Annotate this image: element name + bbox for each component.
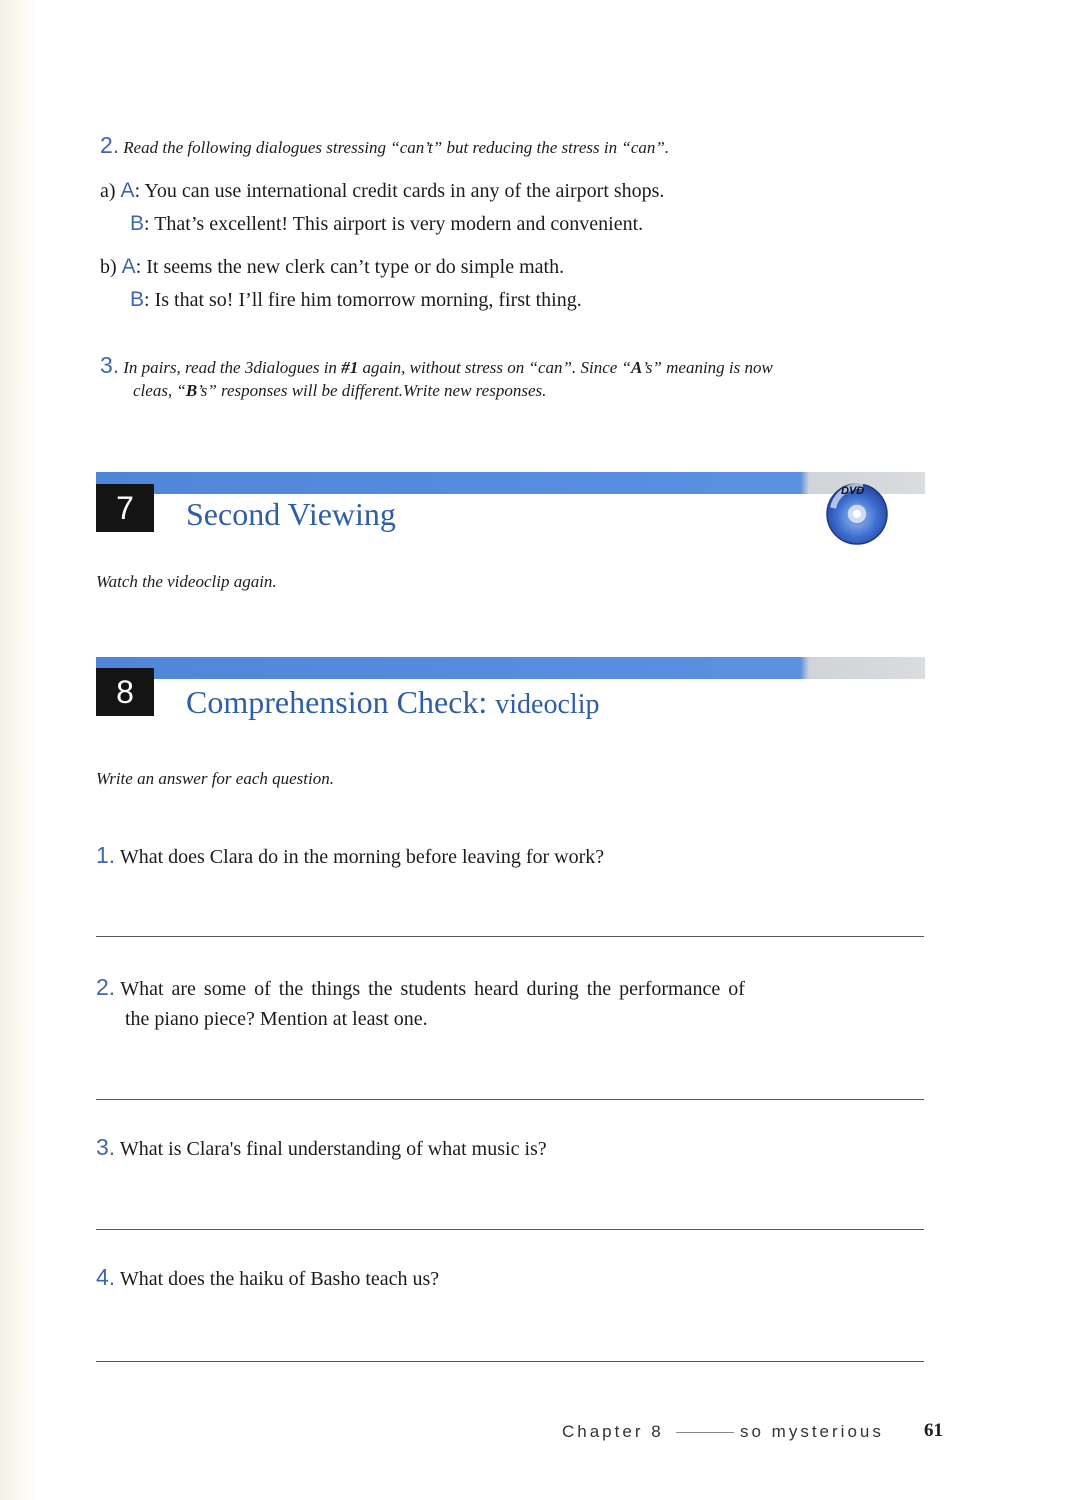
answer-line-2[interactable] [96,1099,924,1100]
section-8-instruction: Write an answer for each question. [96,769,334,788]
section-8-title-sub: videoclip [495,689,600,720]
section-7-number-badge: 7 [96,484,154,532]
answer-line-3[interactable] [96,1229,924,1230]
dvd-label: DVD [841,485,865,497]
dialogue-text: : You can use international credit cards in any of the airport shops. [134,180,665,202]
question-text: the piano piece? Mention at least one. [125,1008,428,1030]
answer-line-1[interactable] [96,936,924,937]
instruction-text: ’s” meaning is now [642,358,773,377]
dialogue-text: : Is that so! I’ll fire him tomorrow morning, first thing. [144,289,582,311]
footer-subtitle: so mysterious [740,1422,884,1441]
dialogue-a-line-a [100,179,664,203]
instruction-bold: B [185,381,198,400]
section-7-title: Second Viewing [186,496,396,532]
instruction-text: In pairs, read the 3dialogues in [123,358,342,377]
question-number: 4 [96,1264,109,1290]
exercise-3-instruction-line-1: 3. In pairs, read the 3dialogues in #1 again, without stress on “can”. Since “A’s” meaning is now [100,352,773,378]
dialogue-b-line-a [100,255,564,279]
page-binding-shadow [0,0,38,1500]
answer-line-4[interactable] [96,1361,924,1362]
section-7-instruction: Watch the videoclip again. [96,572,277,591]
section-8-number-badge: 8 [96,668,154,716]
instruction-text: ’s” responses will be different.Write new responses. [197,381,547,400]
speaker-a: A [121,255,136,278]
question-2: 2. What are some of the things the students heard during the performance of [96,974,745,1000]
dvd-icon [823,478,891,546]
speaker-b: B [130,288,145,311]
question-number: 1 [96,842,109,868]
question-number: 3 [96,1134,109,1160]
question-number: 2 [96,974,109,1000]
dialogue-b-line-b [130,288,582,312]
question-text: What does the haiku of Basho teach us? [119,1268,440,1290]
question-4: 4. What does the haiku of Basho teach us? [96,1264,440,1290]
instruction-text: cleas, “ [133,381,186,400]
instruction-text: Read the following dialogues stressing “can’t” but reducing the stress in “can”. [123,138,670,157]
exercise-number: 3 [100,352,113,378]
question-3: 3. What is Clara's final understanding of what music is? [96,1134,547,1160]
exercise-2-instruction: 2. Read the following dialogues stressing “can’t” but reducing the stress in “can”. [100,132,670,158]
dialogue-text: : It seems the new clerk can’t type or do simple math. [135,256,565,278]
footer-chapter: Chapter 8 [562,1422,664,1441]
speaker-b: B [130,212,145,235]
instruction-text: again, without stress on “can”. Since “ [358,358,631,377]
exercise-number: 2 [100,132,113,158]
section-8-title [186,684,599,721]
dialogue-label: b) [100,256,117,278]
page-number: 61 [924,1420,943,1441]
dialogue-text: : That’s excellent! This airport is very modern and convenient. [144,213,644,235]
dialogue-a-line-b [130,212,643,236]
question-text: What does Clara do in the morning before leaving for work? [119,846,605,868]
instruction-bold: A [631,358,643,377]
section-8-title-main: Comprehension Check: [186,684,488,720]
footer-dash [676,1432,734,1433]
question-1: 1. What does Clara do in the morning before leaving for work? [96,842,605,868]
instruction-bold: #1 [341,358,359,377]
question-2-continuation [125,1008,428,1031]
question-text: What are some of the things the students heard during the performance of [120,978,745,1000]
exercise-3-instruction-line-2 [133,381,546,401]
section-8-header-band [96,657,925,679]
question-text: What is Clara's final understanding of what music is? [119,1138,547,1160]
section-7-header-band [96,472,925,494]
dialogue-label: a) [100,180,116,202]
speaker-a: A [120,179,135,202]
